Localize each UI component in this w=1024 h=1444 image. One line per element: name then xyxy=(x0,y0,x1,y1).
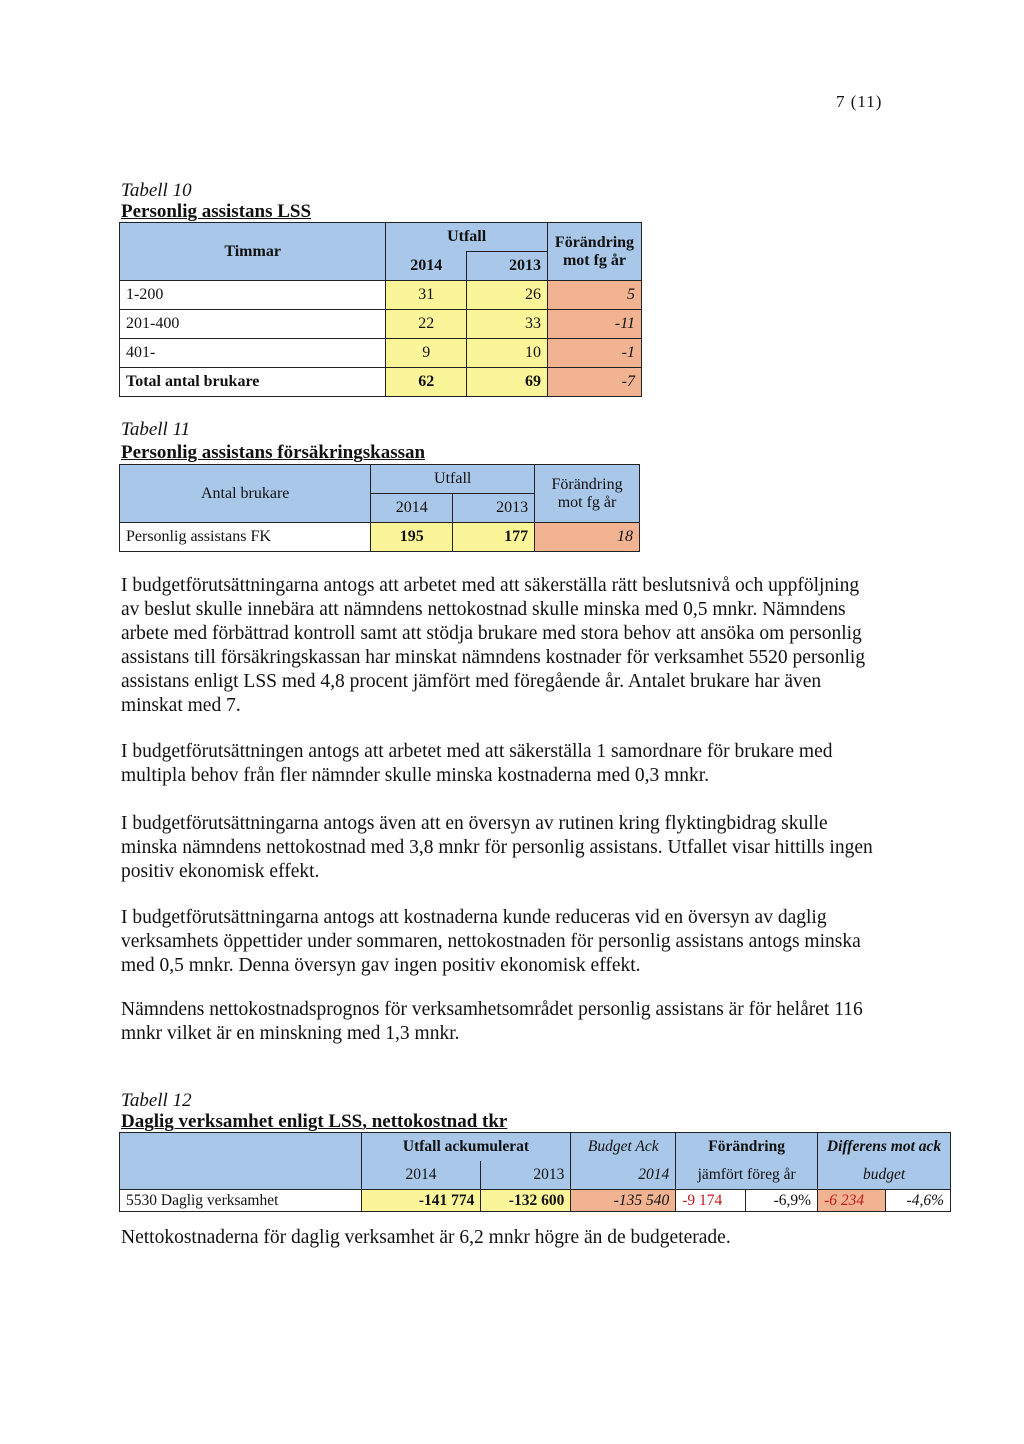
table11-header-2014: 2014 xyxy=(371,494,453,523)
table11-cell-2014: 195 xyxy=(371,523,453,552)
table12-header-blank xyxy=(120,1133,362,1190)
table10-row-label: 201-400 xyxy=(120,310,386,339)
paragraph-4 xyxy=(121,906,881,978)
table10-total-change: -7 xyxy=(547,368,641,397)
table10-total-label: Total antal brukare xyxy=(120,368,386,397)
table11-header-change xyxy=(535,465,640,523)
table10-caption: Tabell 10 xyxy=(121,180,192,201)
table12-caption: Tabell 12 xyxy=(121,1090,192,1111)
table11-cell-2013: 177 xyxy=(453,523,535,552)
table10-cell-2014: 31 xyxy=(386,281,467,310)
table11 xyxy=(119,464,640,552)
table12-header-2013: 2013 xyxy=(481,1161,571,1190)
paragraph-text: I budgetförutsättningen antogs att arbetet med att säkerställa 1 samordnare för brukare med multipla behov från fler nämnder skulle minska kostnaderna med 0,3 mnkr. xyxy=(121,741,833,786)
table10-header-change-sub: mot fg år xyxy=(562,251,627,269)
paragraph-text: I budgetförutsättningarna antogs även att en översyn av rutinen kring flyktingbidrag skulle minska nämndens nettokostnad med 3,8 mnkr för personlig assistans. Utfallet visar hittills ingen positiv ekonomisk effekt. xyxy=(121,813,873,882)
paragraph-2 xyxy=(121,740,881,788)
table10-cell-change: -11 xyxy=(547,310,641,339)
table10-header-timmar: Timmar xyxy=(120,223,386,281)
table12-cell-2013: -132 600 xyxy=(481,1190,571,1212)
paragraph-text: I budgetförutsättningarna antogs att arbetet med att säkerställa rätt beslutsnivå och uppföljning av beslut skulle innebära att nämndens nettokostnad skulle minska med 0,5 mnkr. Nämndens arbete med förbättrad kontroll samt att stödja brukare med stora behov att ansöka om personlig assistans till försäkringskassan har minskat nämndens kostnader för verksamhet 5520 personlig assistans enligt LSS med 4,8 procent jämfört med föregående år. Antalet brukare har även minskat med 7. xyxy=(121,575,866,716)
table12-header-change-sub: jämfört föreg år xyxy=(676,1161,818,1190)
table-row xyxy=(120,1190,951,1212)
table12-title: Daglig verksamhet enligt LSS, nettokostnad tkr xyxy=(121,1111,508,1132)
table12-cell-change-pct: -6,9% xyxy=(746,1190,818,1212)
table10-header-2014: 2014 xyxy=(386,252,467,281)
paragraph-5 xyxy=(121,998,881,1046)
table12-cell-budget: -135 540 xyxy=(571,1190,676,1212)
paragraph-text: Nettokostnaderna för daglig verksamhet är 6,2 mnkr högre än de budgeterade. xyxy=(121,1227,731,1248)
table12-header-diff-sub: budget xyxy=(818,1161,951,1190)
table12-header-budget: Budget Ack xyxy=(571,1133,676,1162)
closing-paragraph xyxy=(121,1226,881,1250)
table10-cell-2014: 22 xyxy=(386,310,467,339)
paragraph-3 xyxy=(121,812,881,884)
table10-title: Personlig assistans LSS xyxy=(121,201,312,222)
table11-title: Personlig assistans försäkringskassan xyxy=(121,442,426,463)
table10-header-utfall: Utfall xyxy=(386,223,548,252)
table12-row-label: 5530 Daglig verksamhet xyxy=(120,1190,362,1212)
table-row-total xyxy=(120,368,642,397)
table10-cell-2013: 26 xyxy=(467,281,548,310)
page-number: 7 (11) xyxy=(836,92,883,111)
table-row xyxy=(120,310,642,339)
table10-total-2013: 69 xyxy=(467,368,548,397)
paragraph-text: I budgetförutsättningarna antogs att kostnaderna kunde reduceras vid en översyn av daglig verksamhets öppettider under sommaren, nettokostnaden för personlig assistans antogs minska med 0,5 mnkr. Denna översyn gav ingen positiv ekonomisk effekt. xyxy=(121,907,861,976)
table12-cell-diff-pct: -4,6% xyxy=(885,1190,950,1212)
table11-header-utfall: Utfall xyxy=(371,465,535,494)
table12-header-change: Förändring xyxy=(676,1133,818,1162)
table10-row-label: 401- xyxy=(120,339,386,368)
table10-header-change-label: Förändring xyxy=(554,233,635,251)
table12-cell-change-abs: -9 174 xyxy=(676,1190,746,1212)
table11-header-change-sub: mot fg år xyxy=(557,493,617,511)
paragraph-1 xyxy=(121,574,881,718)
table12-header-utfall: Utfall ackumulerat xyxy=(361,1133,571,1162)
table-row xyxy=(120,523,640,552)
table10-cell-2013: 10 xyxy=(467,339,548,368)
table-row xyxy=(120,281,642,310)
table10-row-label: 1-200 xyxy=(120,281,386,310)
table11-header-change-label: Förändring xyxy=(551,475,623,493)
table11-row-label: Personlig assistans FK xyxy=(120,523,371,552)
table10-cell-2013: 33 xyxy=(467,310,548,339)
table12-header-2014: 2014 xyxy=(361,1161,481,1190)
table12-cell-2014: -141 774 xyxy=(361,1190,481,1212)
table11-header-2013: 2013 xyxy=(453,494,535,523)
table11-header-antal: Antal brukare xyxy=(120,465,371,523)
table12-header-budget-year: 2014 xyxy=(571,1161,676,1190)
table10-total-2014: 62 xyxy=(386,368,467,397)
table12-cell-diff-abs: -6 234 xyxy=(818,1190,886,1212)
table10-cell-change: 5 xyxy=(547,281,641,310)
table10-header-2013: 2013 xyxy=(467,252,548,281)
table-row xyxy=(120,339,642,368)
table10-cell-change: -1 xyxy=(547,339,641,368)
paragraph-text: Nämndens nettokostnadsprognos för verksamhetsområdet personlig assistans är för helåret 116 mnkr vilket är en minskning med 1,3 mnkr. xyxy=(121,999,863,1044)
table10 xyxy=(119,222,642,397)
table10-header-change xyxy=(547,223,641,281)
table11-caption: Tabell 11 xyxy=(121,419,191,440)
table10-cell-2014: 9 xyxy=(386,339,467,368)
table11-cell-change: 18 xyxy=(535,523,640,552)
table12 xyxy=(119,1132,951,1212)
table12-header-diff: Differens mot ack xyxy=(818,1133,951,1162)
